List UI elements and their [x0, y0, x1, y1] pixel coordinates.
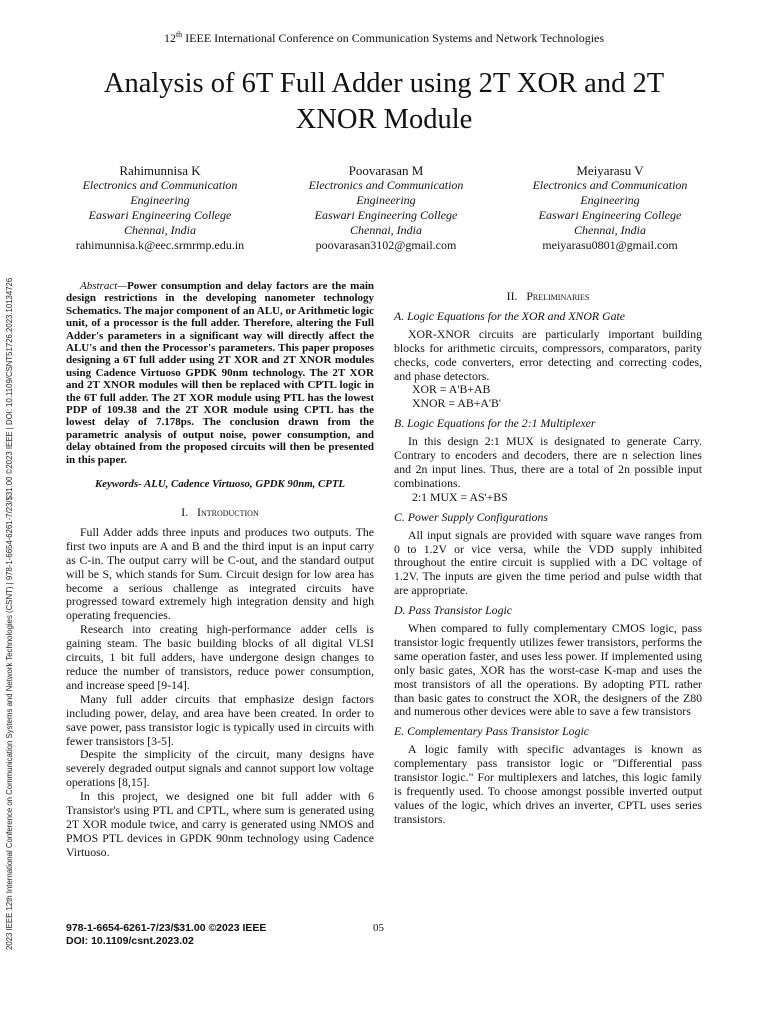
author-dept: Electronics and Communication — [532, 178, 688, 192]
footer-identifiers — [66, 922, 266, 948]
paper-title — [40, 66, 728, 138]
author-dept: Electronics and Communication — [82, 178, 238, 192]
footer-doi: DOI: 10.1109/csnt.2023.02 — [66, 935, 194, 947]
keywords: Keywords- ALU, Cadence Virtuoso, GPDK 90nm, CPTL — [94, 478, 346, 491]
subsection-a-paragraph: XOR-XNOR circuits are particularly important building blocks for arithmetic circuits, compressors, comparators, parity checks, code converters, error detecting and correcting codes, and phase detectors. — [394, 326, 702, 383]
intro-paragraph-5: In this project, we designed one bit full adder with 6 Transistor's using PTL and CPTL, where sum is generated using 2T XOR module twice, and carry is generated using NMOS and PMOS PTL devices in GPDK 90nm technology using Cadence Virtuoso. — [66, 789, 374, 859]
conference-ordinal: th — [175, 30, 183, 39]
section-number: II. — [506, 289, 518, 303]
section-heading-preliminaries — [394, 290, 702, 304]
equation-xnor: XNOR = AB+A'B' — [412, 396, 502, 411]
title-line-2: XNOR Module — [295, 104, 473, 135]
author-dept-2: Engineering — [130, 193, 190, 207]
section-title: Preliminaries — [526, 289, 590, 303]
subsection-e-title: E. Complementary Pass Transistor Logic — [394, 724, 589, 739]
intro-paragraph-1: Full Adder adds three inputs and produces two outputs. The first two inputs are A and B and the third input is an input carry as C-in. The output carry will be C-out, and the standard output will be S, which stands for Sum. Circuit design for low area has become a serious challenge as integrated circuits have progressed toward extremely high integration density and high operating frequencies. — [66, 524, 374, 623]
author-block-3 — [495, 163, 725, 253]
author-name: Meiyarasu V — [576, 163, 644, 178]
subsection-b-title: B. Logic Equations for the 2:1 Multiplexer — [394, 416, 596, 431]
author-block-1 — [45, 163, 275, 253]
subsection-a-title: A. Logic Equations for the XOR and XNOR Gate — [394, 308, 626, 323]
subsection-c-title: C. Power Supply Configurations — [394, 509, 549, 524]
section-title: Introduction — [197, 505, 259, 519]
author-college: Easwari Engineering College — [538, 208, 682, 222]
author-college: Easwari Engineering College — [314, 208, 458, 222]
equation-mux: 2:1 MUX = AS'+BS — [412, 489, 508, 504]
subsection-c-paragraph: All input signals are provided with square wave ranges from 0 to 1.2V or vice versa, while the VDD supply inhibited throughout the entire circuit is supplied with a DC voltage of 1.2V. The inputs are given the time period and pulse width that are appropriate. — [394, 527, 702, 598]
left-column — [66, 280, 374, 860]
side-citation-strip: 2023 IEEE 12th International Conference on Communication Systems and Network Technologies (CSNT) | 978-1-6654-6261-7/23/$31.00 ©2023 IEEE | DOI: 10.1109/CSNT51726.2023.10134726 — [5, 277, 14, 950]
conference-header — [0, 30, 768, 46]
section-number: I. — [181, 505, 189, 519]
conference-name: IEEE International Conference on Communication Systems and Network Technologies — [182, 31, 605, 45]
author-name: Rahimunnisa K — [119, 163, 201, 178]
abstract-lead: Abstract— — [80, 280, 128, 292]
author-email[interactable]: rahimunnisa.k@eec.srmrmp.edu.in — [75, 238, 245, 252]
intro-paragraph-3: Many full adder circuits that emphasize design factors including power, delay, and area have been created. In order to save power, pass transistor logic is typically used in circuits with fewer transistors [3-5]. — [66, 691, 374, 748]
subsection-d-paragraph: When compared to fully complementary CMOS logic, pass transistor logic frequently utilizes fewer transistors, performs the same operation faster, and uses less power. If implemented using only basic gates, XOR has the worst-case K-map and uses the most transistors of all the operations. By adopting PTL rather than basic gates to construct the XOR, the designers of the Z80 and numerous other devices were able to save a few transistors — [394, 621, 702, 719]
section-heading-introduction — [66, 506, 374, 520]
conference-number: 12 — [163, 31, 176, 45]
author-dept-2: Engineering — [580, 193, 640, 207]
author-name: Poovarasan M — [348, 163, 424, 178]
footer-isbn: 978-1-6654-6261-7/23/$31.00 ©2023 IEEE — [66, 922, 267, 934]
intro-paragraph-2: Research into creating high-performance adder cells is gaining steam. The basic building blocks of all digital VLSI circuits, 1 bit full adders, have undergone design changes to reduce the number of transistors, reduce power consumption, and increase speed [9-14]. — [66, 622, 374, 692]
author-dept-2: Engineering — [356, 193, 416, 207]
subsection-d-title: D. Pass Transistor Logic — [394, 603, 512, 618]
author-block-2 — [271, 163, 501, 253]
intro-paragraph-4: Despite the simplicity of the circuit, many designs have severely degraded output signals and cannot support low voltage operations [8,15]. — [66, 747, 374, 790]
author-city: Chennai, India — [350, 223, 422, 237]
author-college: Easwari Engineering College — [88, 208, 232, 222]
abstract-body: Power consumption and delay factors are the main design restrictions in the developing nanometer technology Schematics. The major component of an ALU, or Arithmetic logic unit, of a processor is the full adder. Therefore, altering the Full Adder's parameters in a significant way will directly affect the ALU's and then the Processor's parameters. This paper proposes designing a 6T full adder using 2T XOR and 2T XNOR modules using Cadence Virtuoso GPDK 90nm technology. The 2T XOR and 2T XNOR modules will then be replaced with CPTL logic in the 6T full adder. The 2T XOR module using PTL has the lowest PDP of 109.38 and the 2T XOR module using CPTL has the lowest delay of 7.178ps. The conclusion drawn from the parametric analysis of output noise, power consumption, and delay obtained from the proposed circuits will then be presented in this paper. — [66, 280, 374, 466]
author-dept: Electronics and Communication — [308, 178, 464, 192]
author-email[interactable]: meiyarasu0801@gmail.com — [542, 238, 678, 252]
abstract — [66, 280, 374, 466]
right-column — [394, 278, 702, 827]
author-email[interactable]: poovarasan3102@gmail.com — [315, 238, 457, 252]
page-number: 05 — [373, 922, 384, 934]
author-city: Chennai, India — [574, 223, 646, 237]
subsection-e-paragraph: A logic family with specific advantages is known as complementary pass transistor logic or "Differential pass transistor logic." For multiplexers and latches, this logic family is frequently used. To choose amongst possible inverted output values of the logic, which drives an inverter, CPTL uses series transistors. — [394, 742, 702, 826]
author-city: Chennai, India — [124, 223, 196, 237]
title-line-1: Analysis of 6T Full Adder using 2T XOR and 2T — [103, 68, 665, 99]
equation-xor: XOR = A'B+AB — [412, 382, 491, 397]
subsection-b-paragraph: In this design 2:1 MUX is designated to generate Carry. Contrary to encoders and decoders, there are n selection lines and 2n input lines. Thus, there are a total of 2n possible input combinations. — [394, 434, 702, 490]
